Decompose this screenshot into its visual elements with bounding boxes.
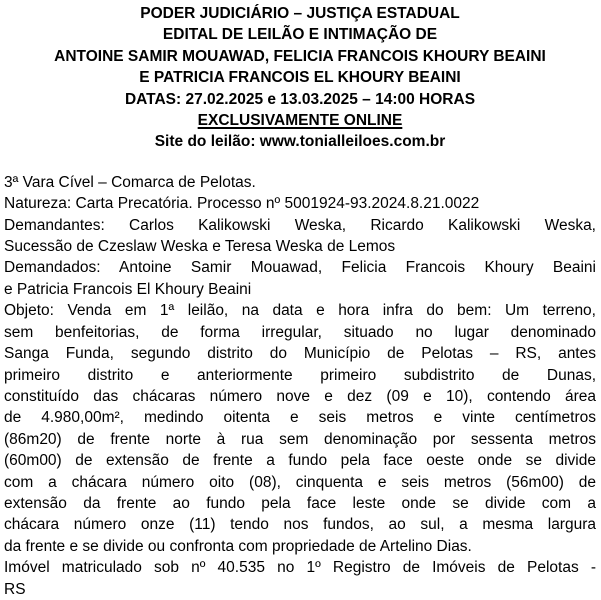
- body-line-demandantes-2: Sucessão de Czeslaw Weska e Teresa Weska de Lemos: [4, 238, 396, 256]
- body-line-objeto-6: de 4.980,00m², medindo oitenta e seis metros e vinte centímetros: [4, 409, 596, 427]
- body-line-objeto-9: com a chácara número oito (08), cinquenta e seis metros (56m00) de: [4, 473, 596, 491]
- header-body-gap: [4, 153, 596, 172]
- body-line-objeto-12: da frente e se divide ou confronta com propriedade de Artelino Dias.: [4, 537, 472, 555]
- header-line-exclusivamente-online: EXCLUSIVAMENTE ONLINE: [197, 112, 403, 130]
- body-line-objeto-4: primeiro distrito e anteriormente primeiro subdistrito de Dunas,: [4, 366, 596, 384]
- header-line-poder-judiciario: PODER JUDICIÁRIO – JUSTIÇA ESTADUAL: [140, 5, 460, 22]
- body-line-objeto-2: sem benfeitorias, de forma irregular, situado no lugar denominado: [4, 323, 596, 341]
- body-line-matricula-1: Imóvel matriculado sob nº 40.535 no 1º Registro de Imóveis de Pelotas -: [4, 559, 596, 577]
- body-line-objeto-11: chácara número onze (11) tendo nos fundos, ao sul, a mesma largura: [4, 516, 596, 534]
- body-line-objeto-8: (60m00) de extensão de frente a fundo pela face oeste onde se divide: [4, 452, 596, 470]
- body-line-natureza-processo: Natureza: Carta Precatória. Processo nº 5001924-93.2024.8.21.0022: [4, 195, 480, 213]
- body-line-objeto-7: (86m20) de frente norte à rua sem denominação por sessenta metros: [4, 430, 596, 448]
- body-line-matricula-2: RS: [4, 580, 26, 598]
- body-line-objeto-3: Sanga Funda, segundo distrito do Município de Pelotas – RS, antes: [4, 345, 596, 363]
- body-line-objeto-1: Objeto: Venda em 1ª leilão, na data e hora infra do bem: Um terreno,: [4, 302, 596, 320]
- header-line-datas-leilao: DATAS: 27.02.2025 e 13.03.2025 – 14:00 HORAS: [124, 90, 476, 108]
- header-line-intimados-nomes-2: E PATRICIA FRANCOIS EL KHOURY BEAINI: [139, 69, 461, 87]
- header-line-edital-titulo: EDITAL DE LEILÃO E INTIMAÇÃO DE: [162, 26, 438, 44]
- body-line-vara-comarca: 3ª Vara Cível – Comarca de Pelotas.: [4, 173, 256, 191]
- header-line-intimados-nomes-1: ANTOINE SAMIR MOUAWAD, FELICIA FRANCOIS KHOURY BEAINI: [54, 47, 546, 65]
- edital-body: [4, 172, 596, 600]
- body-line-demandados-1: Demandados: Antoine Samir Mouawad, Felicia Francois Khoury Beaini: [4, 259, 596, 277]
- body-line-objeto-5: constituído das chácaras número nove e dez (09 e 10), contendo área: [4, 387, 596, 405]
- body-line-demandados-2: e Patricia Francois El Khoury Beaini: [4, 280, 252, 298]
- auction-site-url: Site do leilão: www.tonialleiloes.com.br: [154, 133, 446, 151]
- body-line-objeto-10: extensão da frente ao fundo pela face leste onde se divide com a: [4, 494, 596, 512]
- body-line-demandantes-1: Demandantes: Carlos Kalikowski Weska, Ricardo Kalikowski Weska,: [4, 216, 596, 234]
- edital-header: [4, 3, 596, 153]
